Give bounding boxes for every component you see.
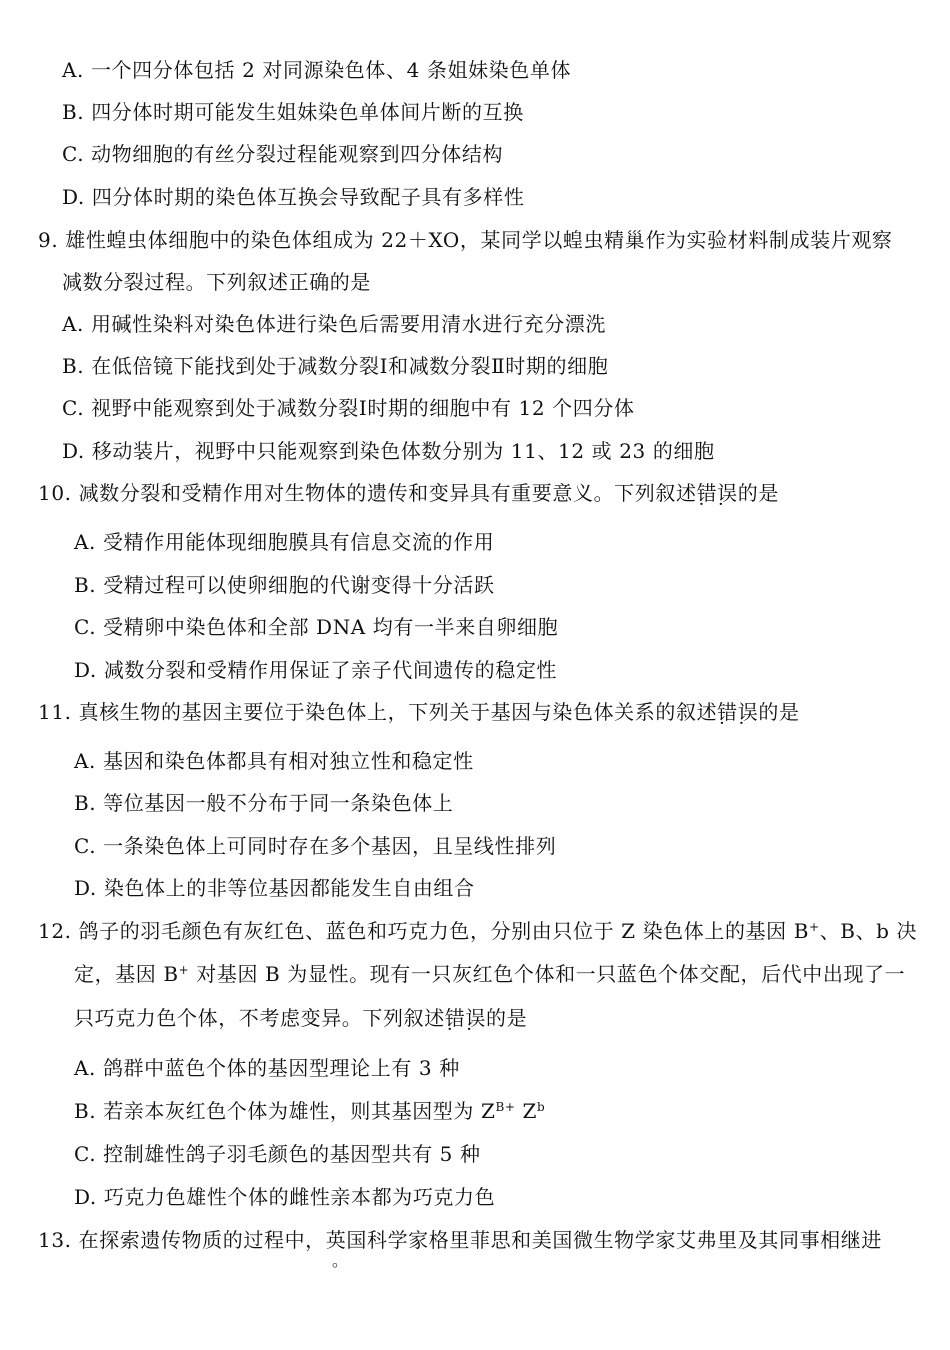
q12-option-b [74,1097,545,1125]
q12-stem-line2-text: 定，基因 B [74,962,179,986]
q8-option-c: C. 动物细胞的有丝分裂过程能观察到四分体结构 [62,142,504,166]
q12-stem-line2-sup: + [178,963,190,977]
q12-option-d: D. 巧克力色雄性个体的雌性亲本都为巧克力色 [74,1185,496,1209]
q11-stem-end: 的是 [758,700,800,724]
q11-option-c: C. 一条染色体上可同时存在多个基因，且呈线性排列 [74,834,557,858]
q12-option-b-text: B. 若亲本灰红色个体为雄性，则其基因型为 Z [74,1099,496,1123]
q12-stem-line3-text: 只巧克力色个体，不考虑变异。下列叙述 [74,1006,445,1030]
q9-stem-line1: 9. 雄性蝗虫体细胞中的染色体组成为 22＋XO，某同学以蝗虫精巢作为实验材料制成装片观察 [38,228,893,252]
q9-option-a: A. 用碱性染料对染色体进行染色后需要用清水进行充分漂洗 [62,312,606,336]
q11-option-a: A. 基因和染色体都具有相对独立性和稳定性 [74,749,474,773]
q10-emphasis: 错误 · · [697,481,738,505]
q12-stem-line3 [74,1004,527,1032]
q11-stem-text: 11. 真核生物的基因主要位于染色体上，下列关于基因与染色体关系的叙述 [38,700,718,724]
q11-stem [38,698,800,726]
q12-option-b-mid: Z [515,1099,538,1123]
q10-option-b: B. 受精过程可以使卵细胞的代谢变得十分活跃 [74,573,495,597]
q12-option-b-sup2: b [537,1100,546,1114]
q12-stem-line1-sup: + [809,920,820,934]
q9-option-d: D. 移动装片，视野中只能观察到染色体数分别为 11、12 或 23 的细胞 [62,439,715,463]
q9-option-b: B. 在低倍镜下能找到处于减数分裂Ⅰ和减数分裂Ⅱ时期的细胞 [62,354,609,378]
q11-option-b: B. 等位基因一般不分布于同一条染色体上 [74,791,454,815]
q12-option-a: A. 鸽群中蓝色个体的基因型理论上有 3 种 [74,1056,460,1080]
q8-option-b: B. 四分体时期可能发生姐妹染色单体间片断的互换 [62,100,524,124]
q12-stem-line2-end: 对基因 B 为显性。现有一只灰红色个体和一只蓝色个体交配，后代中出现了一 [189,962,906,986]
q12-emphasis: 错误 · · [445,1006,486,1030]
q10-stem-end: 的是 [737,481,779,505]
q12-stem-line3-end: 的是 [486,1006,528,1030]
q10-option-a: A. 受精作用能体现细胞膜具有信息交流的作用 [74,530,495,554]
q12-option-b-sup1: B+ [495,1100,516,1114]
q12-stem-line2 [74,960,905,988]
q12-stem-line1 [38,917,917,945]
q12-option-c: C. 控制雄性鸽子羽毛颜色的基因型共有 5 种 [74,1142,481,1166]
q10-stem [38,479,779,507]
q10-option-c: C. 受精卵中染色体和全部 DNA 均有一半来自卵细胞 [74,615,559,639]
q10-stem-text: 10. 减数分裂和受精作用对生物体的遗传和变异具有重要意义。下列叙述 [38,481,697,505]
q11-emphasis: 错误 · · [717,700,758,724]
q9-stem-line2: 减数分裂过程。下列叙述正确的是 [62,270,371,294]
q13-stem-line1: 13. 在探索遗传物质的过程中，英国科学家格里菲思和美国微生物学家艾弗里及其同事相继进 [38,1228,882,1252]
q11-option-d: D. 染色体上的非等位基因都能发生自由组合 [74,876,475,900]
q10-option-d: D. 减数分裂和受精作用保证了亲子代间遗传的稳定性 [74,658,558,682]
q12-stem-line1-end: 、B、b 决 [819,919,918,943]
q8-option-d: D. 四分体时期的染色体互换会导致配子具有多样性 [62,185,525,209]
q9-option-c: C. 视野中能观察到处于减数分裂Ⅰ时期的细胞中有 12 个四分体 [62,396,635,420]
footer-mark: 。 [332,1251,349,1270]
q12-stem-line1-text: 12. 鸽子的羽毛颜色有灰红色、蓝色和巧克力色，分别由只位于 Z 染色体上的基因 B [38,919,810,943]
q8-option-a: A. 一个四分体包括 2 对同源染色体、4 条姐妹染色单体 [62,58,572,82]
